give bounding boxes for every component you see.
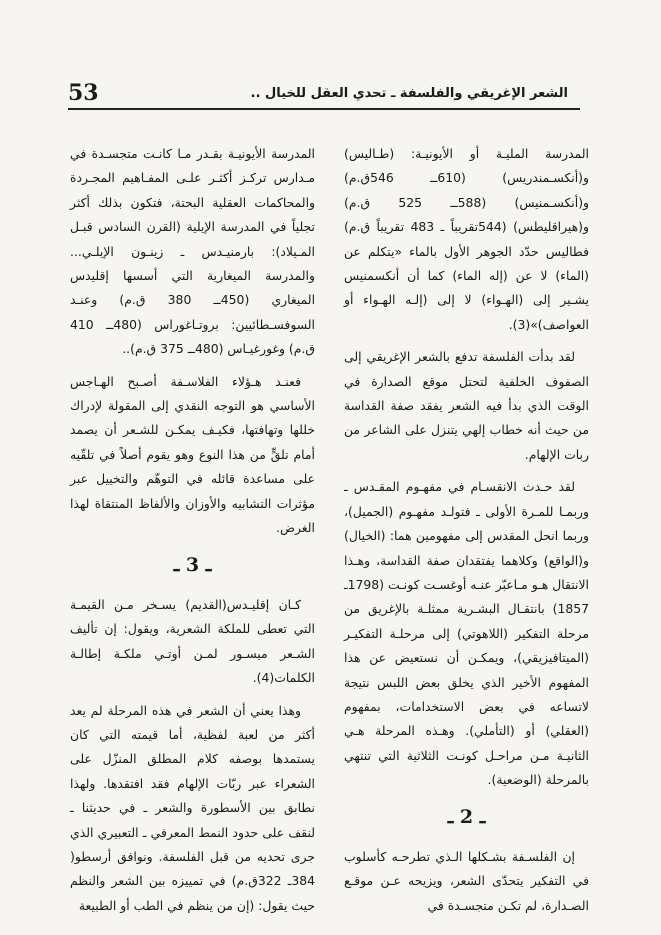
paragraph: فعنـد هـؤلاء الفلاسـفة أصـبح الهـاجس الأساسي هو التوجه النقدي إلى المقولة لإدراك خللها وتهافتها، فكيـف يمكـن للشـعر أن يصمد أمام تلقٍّ من هذا النوع وهو يقوم أصلاً في تلقّيه على مساعدة قائله في التوهّم والتخييل عبر مؤثرات التشابيه والأوزان والألفاظ المنتقاة لهذا الغرض. xyxy=(70,373,315,536)
paragraph: وهذا يعني أن الشعر في هذه المرحلة لم يعد أكثر من لعبة لفظية، أما قيمته التي كان يستمدها بوصفه كلام المطلق المنزّل على الشعراء عبر ربّات الإلهام فقد افتقدها. ولهذا نطابق بين الأسطورة والشعر ـ في حديثنا ـ لنقف على حدود النمط المعرفي ـ التعبيري الذي جرى تحديه من قبل الفلسفة. ونوافق أرسطو( 384ـ 322ق.م) في تمييزه بين الشعر والنظم حيث يقول: (إن من ينظم في الطب أو الطبيعة xyxy=(70,702,315,913)
running-title: الشعر الإغريقي والفلسفة ـ تحدي العقل للخيال .. xyxy=(250,86,568,101)
right-column xyxy=(344,142,589,926)
section-number: ـ 2 ـ xyxy=(447,805,486,828)
section-number: ـ 3 ـ xyxy=(173,553,212,576)
header-rule xyxy=(68,108,580,110)
page-header xyxy=(68,78,580,110)
paragraph: المدرسة المليـة أو الأيونيـة: (طـاليس) و(أنكسـمندريس) (610ــ 546ق.م) و(أنكسـمنيس) (588ــ 525 ق.م) و(هيراقليطس) (544تقريباً ـ 483 تقريباً ق.م) فطاليس حدّد الجوهر الأول بالماء «يتكلم عن (الماء) لا عن (إله الماء) كما أن أنكسمنيس يشـير إلى (الهـواء) لا إلى (إلـه الهـواء أو العواصف)»(3). xyxy=(344,146,590,332)
page-number: 53 xyxy=(68,80,99,106)
paragraph: لقد حـدث الانقسـام في مفهـوم المقـدس ـ وربمـا للمـرة الأولى ـ فتولـد مفهـوم (الجميل)، وربما انحل المقدس إلى مفهومين هما: (الخيال) و(الواقع) وكلاهما يفتقدان صفة القداسة، وهـذا الانتقال هـو مـاعبّر عنـه أوغسـت كونـت (1798ـ 1857) بانتقـال البشـرية ممثلـة بالإغريق من مرحلة التفكير (اللاهوتي) إلى مرحلـة التفكيـر (الميتافيزيقي)، ويمكـن أن نستعيض عن هذا المفهوم الأخير الذي يخلق بعض اللبس نتيجة لاتساعه في بعض الاستخدامات، بمفهوم (العقلي) أو (التأملي). وهـذه المرحلة هـي الثانيـة مـن مراحـل كونـت الثلاثية التي تنتهي بالمرحلة (الوضعية). xyxy=(344,479,589,788)
paragraph: لقد بدأت الفلسفة تدفع بالشعر الإغريقي إلى الصفوف الخلفية لتحتل موقع الصدارة في الوقت الذي بدأ فيه الشعر يفقد صفة القداسة من حيث أنه خطاب إلهي يتنزل على الشاعر من ربات الإلهام. xyxy=(344,349,589,462)
left-column xyxy=(70,142,315,926)
paragraph: المدرسة الأيونيـة بقـدر مـا كانـت متجسـدة في مـدارس تركـز أكثـر علـى المفـاهيم المجـردة والمحاكمات العقلية البحتة، فتكون بذلك أكثر تجلياً في المدرسة الإيلية (القرن السادس قبـل المـيلاد): بارمنيـدس ـ زينـون الإيلـي... والمدرسة الميغارية التي أسسها إقليدس الميغاري (450ــ 380 ق.م) وعنـد السوفسـطائيين: بروتـاغوراس (480ــ 410 ق.م) وغورغيـاس (480ــ 375 ق.م).. xyxy=(70,146,316,357)
paragraph: إن الفلسـفة بشـكلها الـذي تطرحـه كأسلوب في التفكير يتحدّى الشعر، ويزيحه عـن موقـع الصـدارة، لم تكـن متجسـدة في xyxy=(344,848,589,913)
paragraph: كـان إقليـدس(القديم) يسـخر مـن القيمـة التي تعطى للملكة الشعرية، ويقول: إن تأليف الشـعر ميسـور لمـن أوتـي ملكـة إطالـة الكلمات(4). xyxy=(70,596,315,686)
